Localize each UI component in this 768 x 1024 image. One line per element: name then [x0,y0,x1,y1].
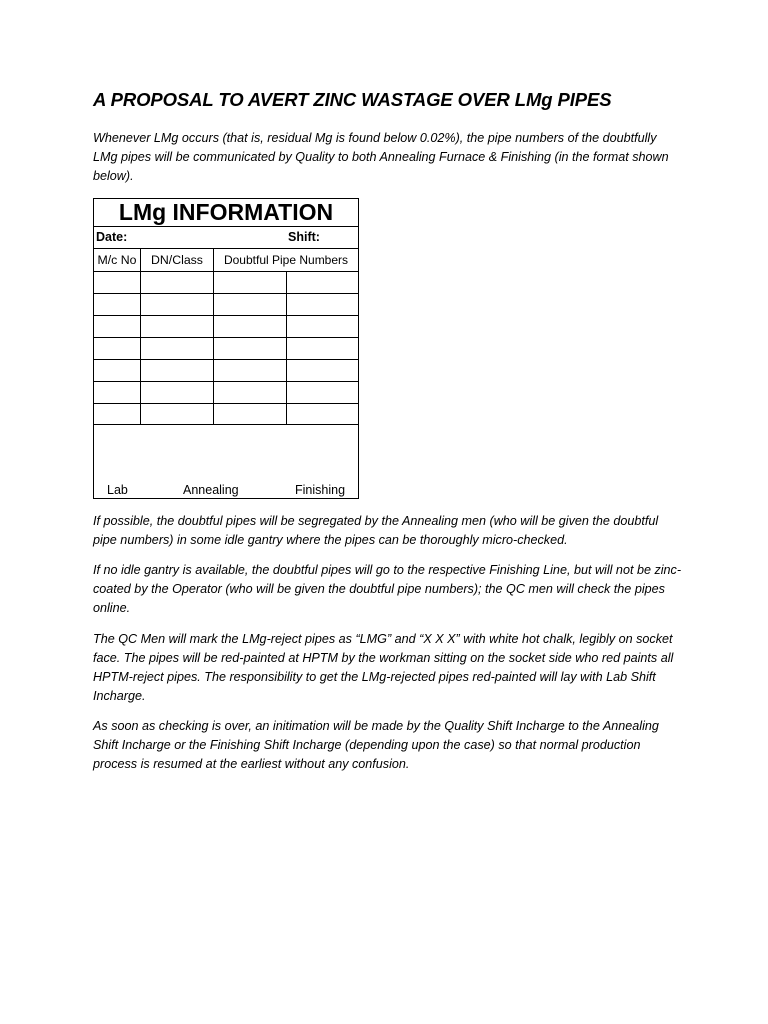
table-row [94,316,358,338]
table-row [94,272,358,294]
paragraph-intimation: As soon as checking is over, an initimation will be made by the Quality Shift Incharge to the Annealing Shift Incharge or the Finishing Shift Incharge (depending upon the case) so that normal production process is resumed at the earliest without any confusion. [93,719,659,771]
table-cell [94,404,141,425]
table-cell [214,404,287,425]
table-cell [287,404,358,425]
table-cell [141,272,214,293]
column-header-doubtful-pipe-numbers: Doubtful Pipe Numbers [223,253,349,267]
table-cell [214,338,287,359]
form-grid [94,272,358,425]
table-cell [287,382,358,403]
signature-annealing-label: Annealing [183,483,239,497]
date-label: Date: [96,230,128,244]
signature-lab-label: Lab [107,483,128,497]
intro-paragraph: Whenever LMg occurs (that is, residual Mg is found below 0.02%), the pipe numbers of the doubtfully LMg pipes will be communicated by Quality to both Annealing Furnace & Finishing (in the format shown below). [93,131,669,183]
table-cell [214,272,287,293]
table-cell [287,338,358,359]
table-cell [94,360,141,381]
table-cell [94,294,141,315]
table-cell [214,294,287,315]
column-header-mc-no: M/c No [94,249,141,271]
table-cell [141,360,214,381]
document-title: A PROPOSAL TO AVERT ZINC WASTAGE OVER LMg PIPES [93,89,612,110]
table-cell [214,316,287,337]
table-cell [141,338,214,359]
table-row [94,360,358,382]
table-cell [287,272,358,293]
table-row [94,404,358,426]
paragraph-segregation: If possible, the doubtful pipes will be segregated by the Annealing men (who will be given the doubtful pipe numbers) in some idle gantry where the pipes can be thoroughly micro-checked. [93,514,659,547]
table-cell [94,382,141,403]
table-cell [141,316,214,337]
signature-row [94,425,358,498]
table-cell [94,272,141,293]
table-row [94,294,358,316]
table-cell [94,316,141,337]
table-cell [94,338,141,359]
table-cell [214,360,287,381]
table-cell [141,404,214,425]
table-cell [141,294,214,315]
column-header-dn-class: DN/Class [141,249,214,271]
form-title: LMg INFORMATION [94,199,358,227]
paragraph-marking: The QC Men will mark the LMg-reject pipes as “LMG” and “X X X” with white hot chalk, legibly on socket face. The pipes will be red-painted at HPTM by the workman sitting on the socket side who red paints all HPTM-reject pipes. The responsibility to get the LMg-rejected pipes red-painted will lay with Lab Shift Incharge. [93,632,674,703]
table-cell [214,382,287,403]
table-cell [141,382,214,403]
paragraph-finishing-line: If no idle gantry is available, the doubtful pipes will go to the respective Finishing Line, but will not be zinc-coated by the Operator (who will be given the doubtful pipe numbers); the QC men will check the pipes online. [93,563,682,615]
lmg-information-form [93,198,359,499]
table-cell [287,360,358,381]
shift-label: Shift: [288,230,320,244]
table-row [94,382,358,404]
table-row [94,338,358,360]
form-header-row [94,249,358,272]
signature-finishing-label: Finishing [295,483,346,497]
table-cell [287,294,358,315]
date-shift-row [94,227,358,249]
table-cell [287,316,358,337]
